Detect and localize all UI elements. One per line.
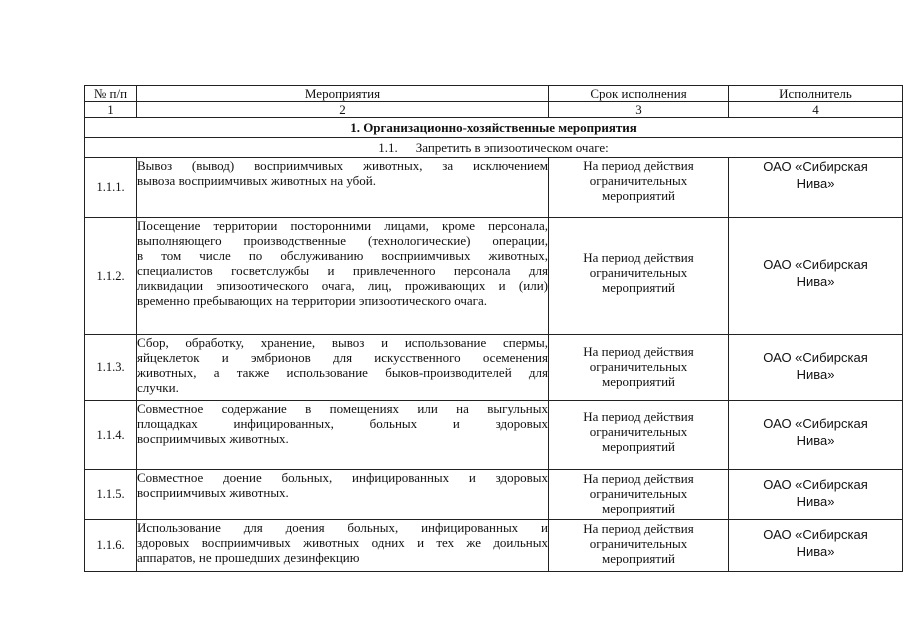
deadline-line: На период действия [583, 344, 694, 359]
row-executor [729, 335, 903, 401]
row-executor [729, 218, 903, 335]
deadline-line: ограничительных [589, 173, 688, 188]
measure-line: выполняющего производственные (технологические) операции, [137, 233, 548, 248]
measure-line: здоровых восприимчивых животных одних и тех же доильных [137, 535, 548, 550]
row-number: 1.1.3. [85, 335, 137, 401]
measures-table [84, 85, 903, 572]
deadline-line: На период действия [583, 250, 694, 265]
executor-line: ОАО «Сибирская [763, 527, 868, 542]
measure-line: ликвидации эпизоотического очага, лиц, проживающих и (или) [137, 278, 548, 293]
executor-line: ОАО «Сибирская [763, 477, 868, 492]
measure-line: специалистов госветслужбы и привлеченного персонала для [137, 263, 548, 278]
row-deadline [549, 158, 729, 218]
row-deadline [549, 218, 729, 335]
subsection-title: Запретить в эпизоотическом очаге: [415, 140, 609, 155]
measure-line: площадках инфицированных, больных и здоровых [137, 416, 548, 431]
executor-line: Нива» [796, 433, 835, 448]
executor-line: ОАО «Сибирская [763, 257, 868, 272]
row-number: 1.1.2. [85, 218, 137, 335]
deadline-line: мероприятий [602, 501, 675, 516]
section-title: 1. Организационно-хозяйственные мероприятия [85, 118, 903, 138]
measure-line: временно пребывающих на территории эпизоотического очага. [137, 293, 488, 308]
row-measure [137, 470, 549, 520]
row-number: 1.1.4. [85, 401, 137, 470]
column-numbers-row [85, 102, 903, 118]
row-number: 1.1.5. [85, 470, 137, 520]
table-row [85, 158, 903, 218]
executor-line: ОАО «Сибирская [763, 159, 868, 174]
executor-line: ОАО «Сибирская [763, 416, 868, 431]
table-row [85, 520, 903, 572]
column-number: 3 [549, 102, 729, 118]
executor-line: Нива» [796, 176, 835, 191]
header-executor: Исполнитель [729, 86, 903, 102]
subsection-number: 1.1. [378, 140, 398, 155]
executor-line: Нива» [796, 367, 835, 382]
measure-line: Совместное содержание в помещениях или на выгульных [137, 401, 548, 416]
row-measure [137, 520, 549, 572]
subsection-row [85, 138, 903, 158]
subsection-cell [85, 138, 903, 158]
executor-line: Нива» [796, 494, 835, 509]
header-deadline: Срок исполнения [549, 86, 729, 102]
row-executor [729, 158, 903, 218]
measure-line: Вывоз (вывод) восприимчивых животных, за исключением [137, 158, 548, 173]
deadline-line: ограничительных [589, 265, 688, 280]
measure-line: восприимчивых животных. [137, 431, 289, 446]
deadline-line: ограничительных [589, 424, 688, 439]
measure-line: Использование для доения больных, инфицированных и [137, 520, 548, 535]
header-measures: Мероприятия [137, 86, 549, 102]
row-number: 1.1.1. [85, 158, 137, 218]
row-deadline [549, 520, 729, 572]
row-measure [137, 335, 549, 401]
deadline-line: мероприятий [602, 439, 675, 454]
deadline-line: На период действия [583, 409, 694, 424]
section-row [85, 118, 903, 138]
measure-line: Совместное доение больных, инфицированных и здоровых [137, 470, 548, 485]
row-deadline [549, 401, 729, 470]
row-number: 1.1.6. [85, 520, 137, 572]
deadline-line: мероприятий [602, 551, 675, 566]
header-number: № п/п [85, 86, 137, 102]
measure-line: аппаратов, не прошедших дезинфекцию [137, 550, 360, 565]
row-deadline [549, 335, 729, 401]
table-row [85, 218, 903, 335]
deadline-line: ограничительных [589, 359, 688, 374]
row-executor [729, 520, 903, 572]
measure-line: яйцеклеток и эмбрионов для искусственного осеменения [137, 350, 548, 365]
column-number: 2 [137, 102, 549, 118]
deadline-line: мероприятий [602, 280, 675, 295]
measure-line: животных, а также использование быков-производителей для [137, 365, 548, 380]
row-measure [137, 158, 549, 218]
table-row [85, 470, 903, 520]
measure-line: Посещение территории посторонними лицами, кроме персонала, [137, 218, 548, 233]
executor-line: Нива» [796, 274, 835, 289]
deadline-line: мероприятий [602, 188, 675, 203]
table-row [85, 401, 903, 470]
column-number: 4 [729, 102, 903, 118]
column-number: 1 [85, 102, 137, 118]
deadline-line: На период действия [583, 158, 694, 173]
deadline-line: ограничительных [589, 536, 688, 551]
row-measure [137, 401, 549, 470]
deadline-line: На период действия [583, 471, 694, 486]
measure-line: Сбор, обработку, хранение, вывоз и использование спермы, [137, 335, 548, 350]
row-measure [137, 218, 549, 335]
executor-line: Нива» [796, 544, 835, 559]
row-deadline [549, 470, 729, 520]
measure-line: в том числе по обслуживанию восприимчивых животных, [137, 248, 548, 263]
row-executor [729, 401, 903, 470]
measure-line: случки. [137, 380, 179, 395]
deadline-line: мероприятий [602, 374, 675, 389]
row-executor [729, 470, 903, 520]
deadline-line: ограничительных [589, 486, 688, 501]
deadline-line: На период действия [583, 521, 694, 536]
measure-line: восприимчивых животных. [137, 485, 289, 500]
executor-line: ОАО «Сибирская [763, 350, 868, 365]
measure-line: вывоза восприимчивых животных на убой. [137, 173, 377, 188]
header-row [85, 86, 903, 102]
table-row [85, 335, 903, 401]
